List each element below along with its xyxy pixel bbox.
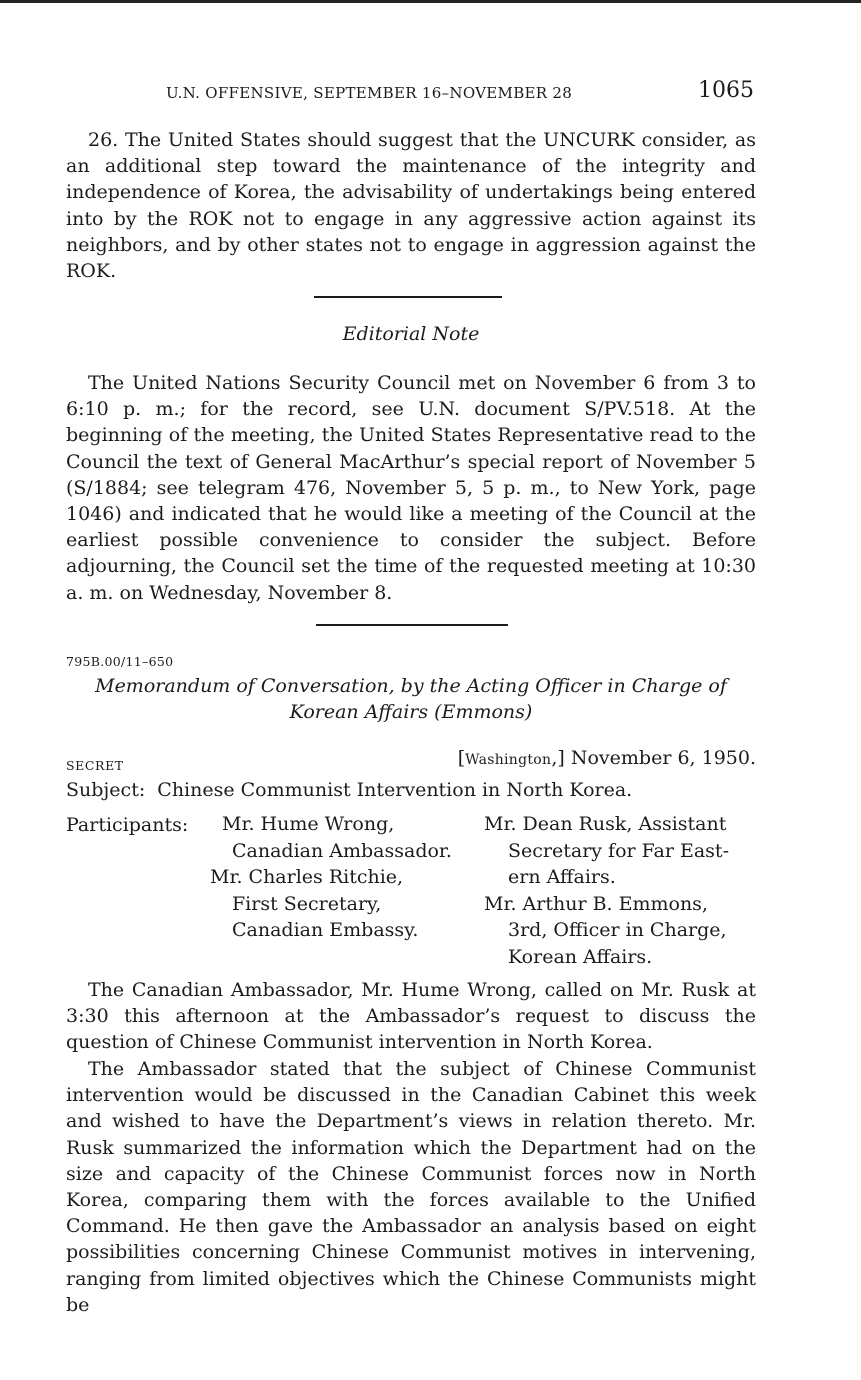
subject-label: Subject: xyxy=(66,779,146,801)
participant-line: Secretary for Far East- xyxy=(508,839,729,862)
subject-text: Chinese Communist Intervention in North Korea. xyxy=(157,779,633,801)
running-head: U.N. OFFENSIVE, SEPTEMBER 16–NOVEMBER 28 xyxy=(166,84,573,102)
participants-right-column xyxy=(484,811,729,971)
memo-paragraph-2: The Ambassador stated that the subject of Chinese Communist intervention would be discussed in the Canadian Cabinet this week and wished to have the Department’s views in relation thereto. Mr. Rusk summarized the information which the Department had on the size and capacity of the Chinese Communist forces now in North Korea, comparing them with the forces available to the Unified Command. He then gave the Ambassador an analysis based on eight possibilities concerning Chinese Communist motives in intervening, ranging from limited objectives which the Chinese Communists might be xyxy=(66,1058,756,1316)
participants-left-column xyxy=(208,811,452,944)
participant-line: First Secretary, xyxy=(232,892,382,915)
classification-label: SECRET xyxy=(66,758,124,773)
editorial-note-title: Editorial Note xyxy=(342,323,480,345)
participant-line: ern Affairs. xyxy=(508,866,616,889)
paragraph-26: 26. The United States should suggest that the UNCURK consider, as an additional step toward the maintenance of the integrity and independence of Korea, the advisability of undertakings being entered into by the ROK not to engage in any aggressive action against its neighbors, and by other states not to engage in aggression against the ROK. xyxy=(66,129,756,283)
document-id: 795B.00/11–650 xyxy=(66,654,174,669)
dateline xyxy=(458,747,756,769)
participant-line: Mr. Dean Rusk, Assistant xyxy=(484,813,727,835)
participant-line: Mr. Hume Wrong, xyxy=(222,813,395,835)
memo-title-line: Korean Affairs (Emmons) xyxy=(289,701,533,723)
dateline-date: ,] November 6, 1950. xyxy=(551,747,756,769)
top-border xyxy=(0,0,861,3)
subject-line xyxy=(66,779,632,801)
section-divider xyxy=(314,296,502,298)
memo-paragraph-1: The Canadian Ambassador, Mr. Hume Wrong, called on Mr. Rusk at 3:30 this afternoon at the Ambassador’s request to discuss the question of Chinese Communist intervention in North Korea. xyxy=(66,979,756,1054)
section-divider xyxy=(316,624,508,626)
memo-title xyxy=(66,673,756,725)
participant-line: Canadian Embassy. xyxy=(232,919,419,942)
participant-line: Canadian Ambassador. xyxy=(232,839,452,862)
editorial-note-text: The United Nations Security Council met on November 6 from 3 to 6:10 p. m.; for the record, see U.N. document S/PV.518. At the beginning of the meeting, the United States Representative read to the Council the text of General MacArthur’s special report of November 5 (S/1884; see telegram 476, November 5, 5 p. m., to New York, page 1046) and indicated that he would like a meeting of the Council at the earliest possible convenience to consider the subject. Before adjourning, the Council set the time of the requested meeting at 10:30 a. m. on Wednesday, November 8. xyxy=(66,372,756,604)
page-number: 1065 xyxy=(698,78,754,103)
participant-line: Mr. Charles Ritchie, xyxy=(210,866,404,889)
participant-line: 3rd, Officer in Charge, xyxy=(508,919,727,942)
dateline-bracket: [ xyxy=(457,747,466,769)
memo-title-line: Memorandum of Conversation, by the Acting Officer in Charge of xyxy=(95,675,727,697)
participant-line: Korean Affairs. xyxy=(508,945,653,968)
participants-label: Participants: xyxy=(66,814,189,836)
dateline-place: Washington xyxy=(465,752,552,768)
page-header xyxy=(66,78,756,108)
participant-line: Mr. Arthur B. Emmons, xyxy=(484,892,708,915)
